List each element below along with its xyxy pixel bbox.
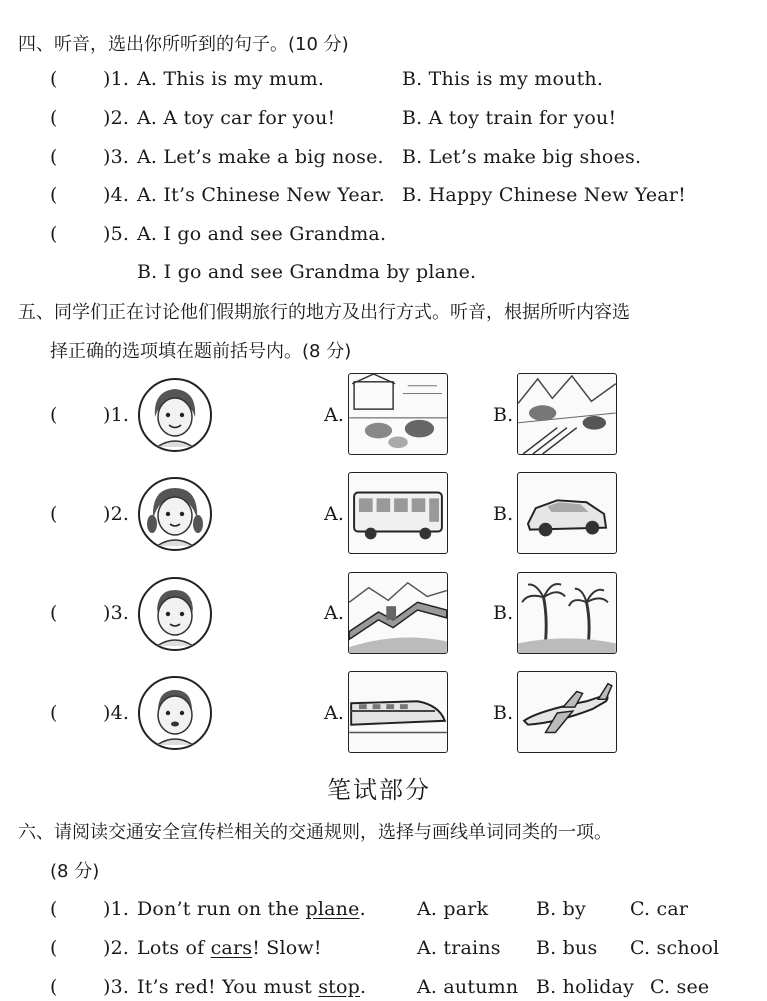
car-icon[interactable] xyxy=(517,472,617,554)
option-a-label: A. xyxy=(324,404,345,426)
option-b-label: B. xyxy=(493,503,514,525)
underlined-word: plane xyxy=(305,898,360,920)
question-number: )2. xyxy=(103,503,130,525)
underlined-word: cars xyxy=(210,937,253,959)
option-a: A. Let’s make a big nose. xyxy=(137,146,384,168)
question-number: )3. xyxy=(103,146,130,168)
great-wall-icon[interactable] xyxy=(348,572,448,654)
written-part-title: 笔试部分 xyxy=(327,776,431,804)
answer-paren[interactable]: ( xyxy=(50,68,58,90)
option-a-label: A. xyxy=(324,602,345,624)
option-b: B. by xyxy=(536,898,586,920)
answer-paren[interactable]: ( xyxy=(50,702,58,724)
answer-paren[interactable]: ( xyxy=(50,602,58,624)
question-number: )1. xyxy=(103,898,130,920)
question-number: )4. xyxy=(103,702,130,724)
boy-short-hair-avatar-icon xyxy=(137,675,213,751)
bus-icon[interactable] xyxy=(348,472,448,554)
boy-avatar-icon xyxy=(137,576,213,652)
palm-beach-icon[interactable] xyxy=(517,572,617,654)
sentence-pre: Lots of xyxy=(137,937,211,959)
section-6-title-line-1: 六、请阅读交通安全宣传栏相关的交通规则，选择与画线单词同类的一项。 xyxy=(18,822,612,843)
answer-paren[interactable]: ( xyxy=(50,223,58,245)
option-c: C. school xyxy=(630,937,720,959)
option-b: B. A toy train for you! xyxy=(402,107,617,129)
answer-paren[interactable]: ( xyxy=(50,898,58,920)
option-b: B. Let’s make big shoes. xyxy=(402,146,642,168)
sentence-post: . xyxy=(359,898,366,920)
high-speed-train-icon[interactable] xyxy=(348,671,448,753)
answer-paren[interactable]: ( xyxy=(50,937,58,959)
option-b: B. holiday xyxy=(536,976,635,998)
answer-paren[interactable]: ( xyxy=(50,184,58,206)
airplane-icon[interactable] xyxy=(517,671,617,753)
option-b-label: B. xyxy=(493,602,514,624)
farm-scene-icon[interactable] xyxy=(348,373,448,455)
question-number: )4. xyxy=(103,184,130,206)
sentence xyxy=(137,937,322,959)
sentence-pre: It’s red! You must xyxy=(137,976,319,998)
question-number: )2. xyxy=(103,937,130,959)
option-b-label: B. xyxy=(493,702,514,724)
underlined-word: stop xyxy=(318,976,361,998)
option-a: A. This is my mum. xyxy=(137,68,325,90)
answer-paren[interactable]: ( xyxy=(50,976,58,998)
option-c: C. car xyxy=(630,898,689,920)
sentence xyxy=(137,976,366,998)
option-b: B. bus xyxy=(536,937,598,959)
question-number: )1. xyxy=(103,404,130,426)
girl-pigtails-avatar-icon xyxy=(137,476,213,552)
section-5-title-line-1: 五、同学们正在讨论他们假期旅行的地方及出行方式。听音，根据所听内容选 xyxy=(18,302,630,323)
section-4-title: 四、听音，选出你所听到的句子。(10 分) xyxy=(18,34,349,55)
zoo-scene-icon[interactable] xyxy=(517,373,617,455)
option-b: B. Happy Chinese New Year! xyxy=(402,184,686,206)
question-number: )5. xyxy=(103,223,130,245)
sentence-post: . xyxy=(360,976,367,998)
sentence-post: ! Slow! xyxy=(252,937,322,959)
option-a: A. It’s Chinese New Year. xyxy=(137,184,385,206)
option-a: A. autumn xyxy=(417,976,519,998)
option-a-label: A. xyxy=(324,503,345,525)
option-b: B. I go and see Grandma by plane. xyxy=(137,261,477,283)
option-c: C. see xyxy=(650,976,710,998)
option-b: B. This is my mouth. xyxy=(402,68,604,90)
question-number: )2. xyxy=(103,107,130,129)
option-a-label: A. xyxy=(324,702,345,724)
option-b-label: B. xyxy=(493,404,514,426)
sentence xyxy=(137,898,366,920)
answer-paren[interactable]: ( xyxy=(50,146,58,168)
answer-paren[interactable]: ( xyxy=(50,404,58,426)
question-number: )3. xyxy=(103,976,130,998)
question-number: )3. xyxy=(103,602,130,624)
sentence-pre: Don’t run on the xyxy=(137,898,306,920)
section-6-title-line-2: (8 分) xyxy=(50,861,100,882)
section-5-title-line-2: 择正确的选项填在题前括号内。(8 分) xyxy=(50,341,352,362)
option-a: A. park xyxy=(417,898,489,920)
girl-avatar-icon xyxy=(137,377,213,453)
option-a: A. I go and see Grandma. xyxy=(137,223,387,245)
question-number: )1. xyxy=(103,68,130,90)
answer-paren[interactable]: ( xyxy=(50,503,58,525)
option-a: A. trains xyxy=(417,937,501,959)
option-a: A. A toy car for you! xyxy=(137,107,336,129)
answer-paren[interactable]: ( xyxy=(50,107,58,129)
